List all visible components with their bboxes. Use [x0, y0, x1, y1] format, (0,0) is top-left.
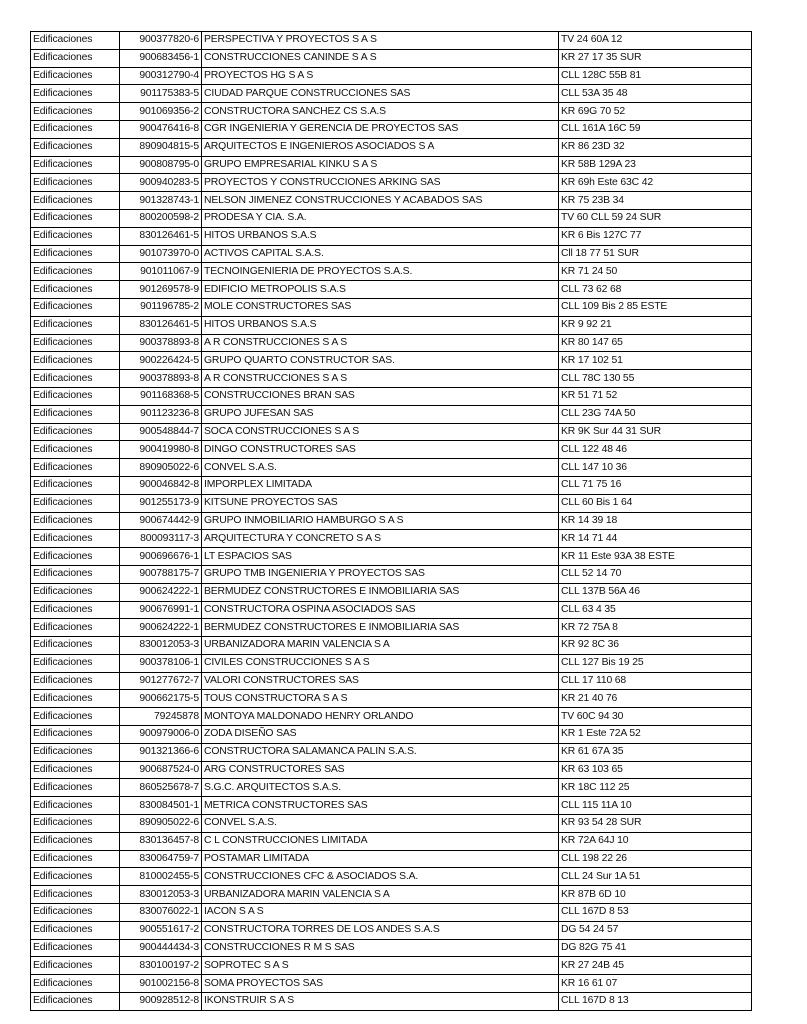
- table-row: [31, 583, 752, 601]
- address-cell: KR 80 147 65: [559, 334, 752, 352]
- address-cell: KR 27 24B 45: [559, 957, 752, 975]
- company-name-cell: IACON S A S: [202, 904, 559, 922]
- category-cell: Edificaciones: [31, 921, 120, 939]
- company-name-cell: URBANIZADORA MARIN VALENCIA S A: [202, 886, 559, 904]
- nit-cell: 830100197-2: [120, 957, 202, 975]
- table-row: [31, 797, 752, 815]
- company-name-cell: KITSUNE PROYECTOS SAS: [202, 494, 559, 512]
- nit-cell: 800093117-3: [120, 530, 202, 548]
- nit-cell: 901175383-5: [120, 85, 202, 103]
- company-name-cell: CONSTRUCTORA SANCHEZ CS S.A.S: [202, 103, 559, 121]
- nit-cell: 900378893-8: [120, 370, 202, 388]
- address-cell: KR 9 92 21: [559, 316, 752, 334]
- table-row: [31, 32, 752, 50]
- address-cell: CLL 122 48 46: [559, 441, 752, 459]
- table-row: [31, 263, 752, 281]
- category-cell: Edificaciones: [31, 957, 120, 975]
- category-cell: Edificaciones: [31, 512, 120, 530]
- category-cell: Edificaciones: [31, 975, 120, 993]
- address-cell: KR 14 71 44: [559, 530, 752, 548]
- table-row: [31, 886, 752, 904]
- address-cell: KR 69G 70 52: [559, 103, 752, 121]
- address-cell: CLL 127 Bis 19 25: [559, 654, 752, 672]
- category-cell: Edificaciones: [31, 548, 120, 566]
- nit-cell: 900476416-8: [120, 120, 202, 138]
- address-cell: KR 92 8C 36: [559, 637, 752, 655]
- nit-cell: 901269578-9: [120, 281, 202, 299]
- table-row: [31, 726, 752, 744]
- table-row: [31, 85, 752, 103]
- category-cell: Edificaciones: [31, 690, 120, 708]
- address-cell: KR 93 54 28 SUR: [559, 815, 752, 833]
- table-row: [31, 548, 752, 566]
- address-cell: KR 58B 129A 23: [559, 156, 752, 174]
- address-cell: KR 72 75A 8: [559, 619, 752, 637]
- table-row: [31, 316, 752, 334]
- table-row: [31, 227, 752, 245]
- table-row: [31, 957, 752, 975]
- company-name-cell: CIUDAD PARQUE CONSTRUCCIONES SAS: [202, 85, 559, 103]
- nit-cell: 900676991-1: [120, 601, 202, 619]
- table-row: [31, 494, 752, 512]
- table-row: [31, 174, 752, 192]
- category-cell: Edificaciones: [31, 281, 120, 299]
- company-name-cell: GRUPO JUFESAN SAS: [202, 405, 559, 423]
- category-cell: Edificaciones: [31, 334, 120, 352]
- nit-cell: 900928512-8: [120, 993, 202, 1011]
- address-cell: CLL 198 22 26: [559, 850, 752, 868]
- address-cell: DG 54 24 57: [559, 921, 752, 939]
- nit-cell: 900419980-8: [120, 441, 202, 459]
- nit-cell: 900683456-1: [120, 49, 202, 67]
- nit-cell: 800200598-2: [120, 209, 202, 227]
- nit-cell: 900940283-5: [120, 174, 202, 192]
- nit-cell: 900551617-2: [120, 921, 202, 939]
- category-cell: Edificaciones: [31, 174, 120, 192]
- address-cell: CLL 52 14 70: [559, 565, 752, 583]
- nit-cell: 830012053-3: [120, 637, 202, 655]
- category-cell: Edificaciones: [31, 441, 120, 459]
- table-row: [31, 850, 752, 868]
- category-cell: Edificaciones: [31, 387, 120, 405]
- address-cell: CLL 24 Sur 1A 51: [559, 868, 752, 886]
- table-row: [31, 708, 752, 726]
- category-cell: Edificaciones: [31, 352, 120, 370]
- table-row: [31, 49, 752, 67]
- table-row: [31, 423, 752, 441]
- company-name-cell: METRICA CONSTRUCTORES SAS: [202, 797, 559, 815]
- address-cell: KR 18C 112 25: [559, 779, 752, 797]
- address-cell: CLL 128C 55B 81: [559, 67, 752, 85]
- category-cell: Edificaciones: [31, 850, 120, 868]
- table-row: [31, 156, 752, 174]
- table-row: [31, 637, 752, 655]
- company-name-cell: S.G.C. ARQUITECTOS S.A.S.: [202, 779, 559, 797]
- company-name-cell: DINGO CONSTRUCTORES SAS: [202, 441, 559, 459]
- address-cell: CLL 17 110 68: [559, 672, 752, 690]
- company-name-cell: SOCA CONSTRUCCIONES S A S: [202, 423, 559, 441]
- address-cell: DG 82G 75 41: [559, 939, 752, 957]
- category-cell: Edificaciones: [31, 726, 120, 744]
- company-name-cell: TOUS CONSTRUCTORA S A S: [202, 690, 559, 708]
- company-name-cell: VALORI CONSTRUCTORES SAS: [202, 672, 559, 690]
- category-cell: Edificaciones: [31, 583, 120, 601]
- nit-cell: 79245878: [120, 708, 202, 726]
- company-name-cell: C L CONSTRUCCIONES LIMITADA: [202, 832, 559, 850]
- company-name-cell: CONSTRUCTORA TORRES DE LOS ANDES S.A.S: [202, 921, 559, 939]
- category-cell: Edificaciones: [31, 103, 120, 121]
- nit-cell: 810002455-5: [120, 868, 202, 886]
- table-row: [31, 975, 752, 993]
- category-cell: Edificaciones: [31, 459, 120, 477]
- nit-cell: 901073970-0: [120, 245, 202, 263]
- company-name-cell: POSTAMAR LIMITADA: [202, 850, 559, 868]
- nit-cell: 830064759-7: [120, 850, 202, 868]
- company-name-cell: CONSTRUCCIONES CFC & ASOCIADOS S.A.: [202, 868, 559, 886]
- category-cell: Edificaciones: [31, 85, 120, 103]
- table-row: [31, 405, 752, 423]
- nit-cell: 890905022-6: [120, 459, 202, 477]
- address-cell: KR 86 23D 32: [559, 138, 752, 156]
- category-cell: Edificaciones: [31, 601, 120, 619]
- table-row: [31, 619, 752, 637]
- company-name-cell: BERMUDEZ CONSTRUCTORES E INMOBILIARIA SAS: [202, 619, 559, 637]
- nit-cell: 901321366-6: [120, 743, 202, 761]
- category-cell: Edificaciones: [31, 619, 120, 637]
- category-cell: Edificaciones: [31, 672, 120, 690]
- table-row: [31, 281, 752, 299]
- address-cell: TV 60 CLL 59 24 SUR: [559, 209, 752, 227]
- address-cell: CLL 60 Bis 1 64: [559, 494, 752, 512]
- category-cell: Edificaciones: [31, 209, 120, 227]
- table-row: [31, 120, 752, 138]
- nit-cell: 901277672-7: [120, 672, 202, 690]
- nit-cell: 901328743-1: [120, 192, 202, 210]
- category-cell: Edificaciones: [31, 637, 120, 655]
- nit-cell: 830084501-1: [120, 797, 202, 815]
- address-cell: KR 69h Este 63C 42: [559, 174, 752, 192]
- address-cell: CLL 63 4 35: [559, 601, 752, 619]
- nit-cell: 900624222-1: [120, 583, 202, 601]
- nit-cell: 900624222-1: [120, 619, 202, 637]
- address-cell: KR 27 17 35 SUR: [559, 49, 752, 67]
- nit-cell: 900444434-3: [120, 939, 202, 957]
- address-cell: KR 16 61 07: [559, 975, 752, 993]
- table-row: [31, 334, 752, 352]
- address-cell: KR 72A 64J 10: [559, 832, 752, 850]
- address-cell: KR 6 Bis 127C 77: [559, 227, 752, 245]
- category-cell: Edificaciones: [31, 993, 120, 1011]
- table-row: [31, 690, 752, 708]
- nit-cell: 830126461-5: [120, 316, 202, 334]
- category-cell: Edificaciones: [31, 779, 120, 797]
- table-row: [31, 904, 752, 922]
- table-row: [31, 459, 752, 477]
- company-name-cell: MOLE CONSTRUCTORES SAS: [202, 298, 559, 316]
- table-row: [31, 761, 752, 779]
- company-name-cell: GRUPO INMOBILIARIO HAMBURGO S A S: [202, 512, 559, 530]
- category-cell: Edificaciones: [31, 565, 120, 583]
- contractor-table-body: [31, 32, 752, 1011]
- table-row: [31, 939, 752, 957]
- address-cell: CLL 53A 35 48: [559, 85, 752, 103]
- address-cell: CLL 167D 8 53: [559, 904, 752, 922]
- address-cell: KR 63 103 65: [559, 761, 752, 779]
- address-cell: KR 9K Sur 44 31 SUR: [559, 423, 752, 441]
- company-name-cell: ARG CONSTRUCTORES SAS: [202, 761, 559, 779]
- company-name-cell: NELSON JIMENEZ CONSTRUCCIONES Y ACABADOS SAS: [202, 192, 559, 210]
- category-cell: Edificaciones: [31, 761, 120, 779]
- table-row: [31, 993, 752, 1011]
- nit-cell: 900979006-0: [120, 726, 202, 744]
- table-row: [31, 192, 752, 210]
- table-row: [31, 245, 752, 263]
- nit-cell: 890905022-6: [120, 815, 202, 833]
- nit-cell: 900696676-1: [120, 548, 202, 566]
- table-row: [31, 387, 752, 405]
- table-row: [31, 67, 752, 85]
- nit-cell: 901123236-8: [120, 405, 202, 423]
- company-name-cell: GRUPO TMB INGENIERIA Y PROYECTOS SAS: [202, 565, 559, 583]
- category-cell: Edificaciones: [31, 797, 120, 815]
- category-cell: Edificaciones: [31, 832, 120, 850]
- company-name-cell: ZODA DISEÑO SAS: [202, 726, 559, 744]
- category-cell: Edificaciones: [31, 743, 120, 761]
- nit-cell: 900378106-1: [120, 654, 202, 672]
- nit-cell: 900226424-5: [120, 352, 202, 370]
- company-name-cell: GRUPO EMPRESARIAL KINKU S A S: [202, 156, 559, 174]
- company-name-cell: TECNOINGENIERIA DE PROYECTOS S.A.S.: [202, 263, 559, 281]
- company-name-cell: PROYECTOS HG S A S: [202, 67, 559, 85]
- company-name-cell: HITOS URBANOS S.A.S: [202, 316, 559, 334]
- table-row: [31, 209, 752, 227]
- category-cell: Edificaciones: [31, 476, 120, 494]
- company-name-cell: CONSTRUCTORA OSPINA ASOCIADOS SAS: [202, 601, 559, 619]
- nit-cell: 900378893-8: [120, 334, 202, 352]
- contractor-table: [30, 31, 752, 1011]
- nit-cell: 860525678-7: [120, 779, 202, 797]
- company-name-cell: A R CONSTRUCCIONES S A S: [202, 370, 559, 388]
- table-row: [31, 601, 752, 619]
- nit-cell: 901168368-5: [120, 387, 202, 405]
- address-cell: TV 60C 94 30: [559, 708, 752, 726]
- address-cell: CLL 147 10 36: [559, 459, 752, 477]
- company-name-cell: URBANIZADORA MARIN VALENCIA S A: [202, 637, 559, 655]
- category-cell: Edificaciones: [31, 316, 120, 334]
- category-cell: Edificaciones: [31, 939, 120, 957]
- table-row: [31, 832, 752, 850]
- company-name-cell: A R CONSTRUCCIONES S A S: [202, 334, 559, 352]
- company-name-cell: LT ESPACIOS SAS: [202, 548, 559, 566]
- category-cell: Edificaciones: [31, 868, 120, 886]
- category-cell: Edificaciones: [31, 120, 120, 138]
- nit-cell: 901011067-9: [120, 263, 202, 281]
- nit-cell: 901255173-9: [120, 494, 202, 512]
- category-cell: Edificaciones: [31, 138, 120, 156]
- company-name-cell: HITOS URBANOS S.A.S: [202, 227, 559, 245]
- company-name-cell: CONSTRUCCIONES BRAN SAS: [202, 387, 559, 405]
- nit-cell: 830136457-8: [120, 832, 202, 850]
- company-name-cell: GRUPO QUARTO CONSTRUCTOR SAS.: [202, 352, 559, 370]
- category-cell: Edificaciones: [31, 263, 120, 281]
- category-cell: Edificaciones: [31, 423, 120, 441]
- nit-cell: 830126461-5: [120, 227, 202, 245]
- nit-cell: 900808795-0: [120, 156, 202, 174]
- company-name-cell: PROYECTOS Y CONSTRUCCIONES ARKING SAS: [202, 174, 559, 192]
- category-cell: Edificaciones: [31, 904, 120, 922]
- address-cell: KR 75 23B 34: [559, 192, 752, 210]
- address-cell: CLL 167D 8 13: [559, 993, 752, 1011]
- nit-cell: 900548844-7: [120, 423, 202, 441]
- address-cell: CLL 71 75 16: [559, 476, 752, 494]
- table-row: [31, 868, 752, 886]
- address-cell: CLL 137B 56A 46: [559, 583, 752, 601]
- company-name-cell: CONSTRUCTORA SALAMANCA PALIN S.A.S.: [202, 743, 559, 761]
- table-row: [31, 815, 752, 833]
- table-row: [31, 476, 752, 494]
- company-name-cell: CONSTRUCCIONES R M S SAS: [202, 939, 559, 957]
- category-cell: Edificaciones: [31, 530, 120, 548]
- nit-cell: 890904815-5: [120, 138, 202, 156]
- table-row: [31, 565, 752, 583]
- category-cell: Edificaciones: [31, 192, 120, 210]
- address-cell: CLL 161A 16C 59: [559, 120, 752, 138]
- category-cell: Edificaciones: [31, 494, 120, 512]
- table-row: [31, 921, 752, 939]
- table-row: [31, 512, 752, 530]
- category-cell: Edificaciones: [31, 49, 120, 67]
- company-name-cell: CONSTRUCCIONES CANINDE S A S: [202, 49, 559, 67]
- address-cell: KR 51 71 52: [559, 387, 752, 405]
- table-row: [31, 103, 752, 121]
- address-cell: KR 17 102 51: [559, 352, 752, 370]
- address-cell: KR 61 67A 35: [559, 743, 752, 761]
- nit-cell: 900674442-9: [120, 512, 202, 530]
- nit-cell: 900662175-5: [120, 690, 202, 708]
- address-cell: KR 21 40 76: [559, 690, 752, 708]
- nit-cell: 901069356-2: [120, 103, 202, 121]
- address-cell: KR 87B 6D 10: [559, 886, 752, 904]
- address-cell: TV 24 60A 12: [559, 32, 752, 50]
- company-name-cell: ARQUITECTURA Y CONCRETO S A S: [202, 530, 559, 548]
- nit-cell: 901196785-2: [120, 298, 202, 316]
- nit-cell: 900377820-6: [120, 32, 202, 50]
- table-row: [31, 743, 752, 761]
- table-row: [31, 672, 752, 690]
- address-cell: CLL 78C 130 55: [559, 370, 752, 388]
- address-cell: CLL 109 Bis 2 85 ESTE: [559, 298, 752, 316]
- company-name-cell: IMPORPLEX LIMITADA: [202, 476, 559, 494]
- table-row: [31, 138, 752, 156]
- company-name-cell: PERSPECTIVA Y PROYECTOS S A S: [202, 32, 559, 50]
- category-cell: Edificaciones: [31, 32, 120, 50]
- company-name-cell: CIVILES CONSTRUCCIONES S A S: [202, 654, 559, 672]
- nit-cell: 830076022-1: [120, 904, 202, 922]
- company-name-cell: CONVEL S.A.S.: [202, 815, 559, 833]
- category-cell: Edificaciones: [31, 156, 120, 174]
- company-name-cell: SOPROTEC S A S: [202, 957, 559, 975]
- company-name-cell: SOMA PROYECTOS SAS: [202, 975, 559, 993]
- nit-cell: 900312790-4: [120, 67, 202, 85]
- company-name-cell: IKONSTRUIR S A S: [202, 993, 559, 1011]
- nit-cell: 900788175-7: [120, 565, 202, 583]
- nit-cell: 901002156-8: [120, 975, 202, 993]
- address-cell: KR 1 Este 72A 52: [559, 726, 752, 744]
- company-name-cell: MONTOYA MALDONADO HENRY ORLANDO: [202, 708, 559, 726]
- table-row: [31, 352, 752, 370]
- table-row: [31, 441, 752, 459]
- table-row: [31, 298, 752, 316]
- address-cell: CLL 115 11A 10: [559, 797, 752, 815]
- company-name-cell: ACTIVOS CAPITAL S.A.S.: [202, 245, 559, 263]
- table-row: [31, 779, 752, 797]
- category-cell: Edificaciones: [31, 227, 120, 245]
- address-cell: Cll 18 77 51 SUR: [559, 245, 752, 263]
- category-cell: Edificaciones: [31, 245, 120, 263]
- company-name-cell: CONVEL S.A.S.: [202, 459, 559, 477]
- category-cell: Edificaciones: [31, 67, 120, 85]
- address-cell: CLL 23G 74A 50: [559, 405, 752, 423]
- table-row: [31, 654, 752, 672]
- nit-cell: 900046842-8: [120, 476, 202, 494]
- category-cell: Edificaciones: [31, 708, 120, 726]
- category-cell: Edificaciones: [31, 298, 120, 316]
- company-name-cell: PRODESA Y CIA. S.A.: [202, 209, 559, 227]
- address-cell: KR 14 39 18: [559, 512, 752, 530]
- company-name-cell: EDIFICIO METROPOLIS S.A.S: [202, 281, 559, 299]
- table-row: [31, 530, 752, 548]
- category-cell: Edificaciones: [31, 815, 120, 833]
- table-row: [31, 370, 752, 388]
- address-cell: KR 71 24 50: [559, 263, 752, 281]
- address-cell: KR 11 Este 93A 38 ESTE: [559, 548, 752, 566]
- category-cell: Edificaciones: [31, 654, 120, 672]
- category-cell: Edificaciones: [31, 405, 120, 423]
- category-cell: Edificaciones: [31, 370, 120, 388]
- company-name-cell: CGR INGENIERIA Y GERENCIA DE PROYECTOS SAS: [202, 120, 559, 138]
- nit-cell: 830012053-3: [120, 886, 202, 904]
- category-cell: Edificaciones: [31, 886, 120, 904]
- nit-cell: 900687524-0: [120, 761, 202, 779]
- company-name-cell: ARQUITECTOS E INGENIEROS ASOCIADOS S A: [202, 138, 559, 156]
- company-name-cell: BERMUDEZ CONSTRUCTORES E INMOBILIARIA SAS: [202, 583, 559, 601]
- address-cell: CLL 73 62 68: [559, 281, 752, 299]
